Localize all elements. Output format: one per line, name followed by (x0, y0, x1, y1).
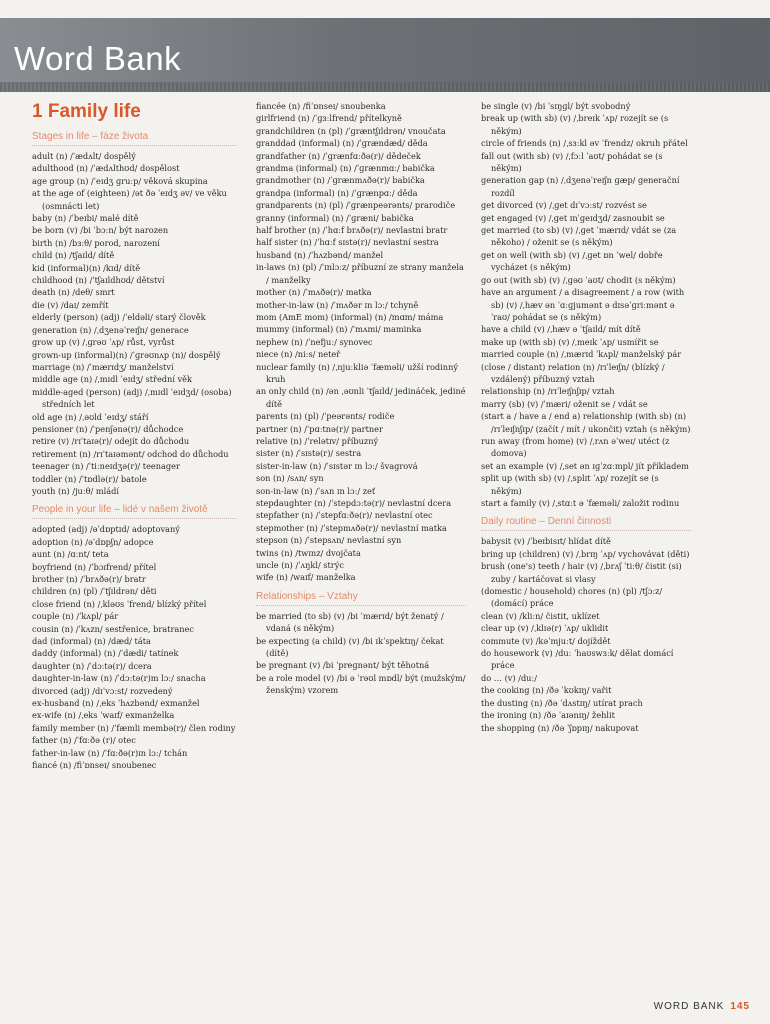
vocab-entry: kid (informal)(n) /kɪd/ dítě (32, 262, 141, 273)
vocab-entry: father (n) /ˈfɑːðə (r)/ otec (32, 735, 136, 746)
vocab-entry: grow up (v) /ˌɡrəʊ ˈʌp/ růst, vyrůst (32, 337, 175, 348)
vocab-entry: sister-in-law (n) /ˈsɪstər ɪn lɔː/ švagrová (256, 460, 418, 471)
vocab-entry: make up (with sb) (v) /ˌmeɪk ˈʌp/ usmířit se (481, 336, 659, 347)
vocab-entry: commute (v) /kəˈmjuːt/ dojíždět (481, 635, 611, 646)
vocab-entry: dad (informal) (n) /dæd/ táta (32, 636, 151, 647)
vocab-entry: aunt (n) /ɑːnt/ teta (32, 549, 109, 560)
vocab-entry: brush (one's) teeth / hair (v) /ˌbrʌʃ ˈtiːθ/ čistit (si) zuby / kartáčovat si vlasy (481, 561, 682, 584)
vocab-entry: pensioner (n) /ˈpenʃənə(r)/ důchodce (32, 423, 184, 434)
vocab-entry: age group (n) /ˈeɪdʒ ɡruːp/ věková skupina (32, 175, 208, 186)
vocab-entry: circle of friends (n) /ˌsɜːkl əv ˈfrendz/ okruh přátel (481, 138, 688, 149)
column-2 (256, 100, 466, 697)
vocab-entry: ex-wife (n) /ˌeks ˈwaɪf/ exmanželka (32, 710, 175, 721)
vocab-entry: couple (n) /ˈkʌpl/ pár (32, 611, 119, 622)
vocab-entry: retirement (n) /rɪˈtaɪəmənt/ odchod do důchodu (32, 448, 229, 459)
vocab-entry: middle age (n) /ˌmɪdl ˈeɪdʒ/ střední věk (32, 374, 192, 385)
vocab-entry: adoption (n) /əˈdɒpʃn/ adopce (32, 536, 154, 547)
vocab-entry: son (n) /sʌn/ syn (256, 473, 324, 484)
vocab-entry: fiancée (n) /fiˈɒnseɪ/ snoubenka (256, 101, 386, 111)
vocab-entry: start a family (v) /ˌstɑːt ə ˈfæməli/ založit rodinu (481, 498, 680, 508)
vocab-entry: son-in-law (n) /ˈsʌn ɪn lɔː/ zeť (256, 485, 376, 496)
vocab-entry: be single (v) /bi ˈsɪŋɡl/ být svobodný (481, 101, 631, 111)
vocab-entry: be a role model (v) /bi ə ˈrəʊl mɒdl/ být (mužským/ženským) vzorem (256, 672, 466, 696)
vocab-entry: grandchildren (n (pl) /ˈɡræntʃɪldrən/ vnoučata (256, 125, 446, 136)
vocab-entry: get engaged (v) /ˌɡet ɪnˈɡeɪdʒd/ zasnoubit se (481, 212, 665, 223)
vocab-entry: daughter-in-law (n) /ˈdɔːtə(r)m lɔː/ snacha (32, 673, 206, 684)
vocab-entry: get divorced (v) /ˌɡet dɪˈvɔːst/ rozvést se (481, 200, 647, 211)
vocab-entry: marriage (n) /ˈmærɪdʒ/ manželství (32, 361, 174, 372)
vocab-entry: uncle (n) /ˈʌŋkl/ strýc (256, 560, 344, 571)
vocab-entry: do housework (v) /duː ˈhaʊswɜːk/ dělat domácí práce (481, 648, 674, 671)
vocab-entry: get married (to sb) (v) /ˌɡet ˈmærɪd/ vdát se (za někoho) / oženit se (s někým) (481, 225, 677, 248)
vocab-entry: family member (n) /ˈfæmli membə(r)/ člen rodiny (32, 722, 236, 733)
vocab-entry: divorced (adj) /dɪˈvɔːst/ rozvedený (32, 685, 173, 696)
vocab-entry: be expecting (a child) (v) /bi ɪkˈspektɪŋ/ čekat (dítě) (256, 635, 444, 659)
column-3 (481, 100, 691, 734)
vocab-entry: baby (n) /ˈbeɪbi/ malé dítě (32, 213, 139, 224)
vocab-entry: grandma (informal) (n) /ˈɡrænmɑː/ babička (256, 163, 435, 174)
vocab-entry: half brother (n) /ˈhɑːf brʌðə(r)/ nevlastní bratr (256, 225, 448, 236)
vocab-entry: mother-in-law (n) /ˈmʌðər ɪn lɔː/ tchyně (256, 299, 419, 310)
vocab-entry: die (v) /daɪ/ zemřít (32, 299, 109, 310)
vocab-entry: half sister (n) /ˈhɑːf sɪstə(r)/ nevlastní sestra (256, 237, 439, 248)
vocab-entry: nephew (n) /ˈnefjuː/ synovec (256, 336, 373, 347)
vocab-entry: middle-aged (person) (adj) /ˌmɪdl ˈeɪdʒd/ (osoba) středních let (32, 386, 232, 410)
vocab-entry: nuclear family (n) /ˌnjuːkliə ˈfæməli/ užší rodinný kruh (256, 361, 458, 384)
vocab-entry: stepmother (n) /ˈstepmʌðə(r)/ nevlastní matka (256, 522, 447, 533)
vocab-entry: be born (v) /bi ˈbɔːn/ být narozen (32, 225, 169, 236)
vocab-entry: parents (n) (pl) /ˈpeərənts/ rodiče (256, 411, 395, 422)
vocab-entry: at the age of (eighteen) /ət ðə ˈeɪdʒ əv/ ve věku (osmnácti let) (32, 188, 227, 211)
vocab-entry: sister (n) /ˈsɪstə(r)/ sestra (256, 448, 362, 459)
vocab-entry: old age (n) /ˌəʊld ˈeɪdʒ/ stáří (32, 411, 149, 422)
vocab-entry: (start a / have a / end a) relationship (with sb) (n) /rɪˈleɪʃnʃɪp/ (začít / mít / ukončit) vztah (s někým) (481, 411, 691, 434)
vocab-entry: elderly (person) (adj) /ˈeldəli/ starý člověk (32, 312, 206, 323)
subsection-heading: People in your life – lidé v našem životě (32, 503, 237, 519)
vocab-entry: death (n) /deθ/ smrt (32, 287, 115, 298)
vocab-entry: stepfather (n) /ˈstepfɑːðə(r)/ nevlastní otec (256, 510, 433, 521)
vocab-entry: mother (n) /ˈmʌðə(r)/ matka (256, 287, 372, 298)
vocab-entry: granddad (informal) (n) /ˈɡrændæd/ děda (256, 138, 428, 149)
vocab-entry: relative (n) /ˈrelətɪv/ příbuzný (256, 435, 379, 446)
vocab-entry: be pregnant (v) /bi ˈpreɡnənt/ být těhotná (256, 660, 430, 671)
vocab-entry: retire (v) /rɪˈtaɪə(r)/ odejít do důchodu (32, 436, 190, 447)
vocab-entry: split up (with sb) (v) /ˌsplɪt ˈʌp/ rozejít se (s někým) (481, 473, 659, 496)
vocab-entry: run away (from home) (v) /ˌrʌn əˈweɪ/ utéct (z domova) (481, 435, 670, 459)
vocab-entry: adult (n) /ˈædʌlt/ dospělý (32, 151, 136, 161)
vocab-entry: husband (n) /ˈhʌzbənd/ manžel (256, 249, 384, 260)
vocab-entry: adopted (adj) /əˈdɒptɪd/ adoptovaný (32, 524, 180, 535)
vocab-entry: stepdaughter (n) /ˈstepdɔːtə(r)/ nevlastní dcera (256, 498, 452, 508)
vocab-entry: grandpa (informal) (n) /ˈɡrænpɑː/ děda (256, 187, 418, 198)
vocab-entry: stepson (n) /ˈstepsʌn/ nevlastní syn (256, 535, 402, 546)
vocab-entry: generation gap (n) /ˌdʒenəˈreɪʃn ɡæp/ generační rozdíl (481, 175, 680, 198)
vocab-entry: childhood (n) /ˈtʃaɪldhʊd/ dětství (32, 275, 165, 286)
vocab-entry: get on well (with sb) (v) /ˌɡet ɒn ˈwel/ dobře vycházet (s někým) (481, 249, 663, 273)
vocab-entry: fiancé (n) /fiˈɒnseɪ/ snoubenec (32, 760, 157, 771)
vocab-entry: have an argument / a disagreement / a row (with sb) (v) /ˌhæv ən ˈɑːɡjumənt ə dɪsəˈɡriːmənt ə ˈraʊ/ pohádat se (s někým) (481, 287, 685, 322)
vocab-entry: clean (v) /kliːn/ čistit, uklízet (481, 610, 600, 621)
vocab-entry: twins (n) /twɪnz/ dvojčata (256, 547, 361, 558)
vocab-entry: niece (n) /niːs/ neteř (256, 349, 341, 360)
vocab-entry: relationship (n) /rɪˈleɪʃnʃɪp/ vztah (481, 386, 615, 397)
vocab-entry: grandfather (n) /ˈɡrænfɑːðə(r)/ dědeček (256, 150, 421, 161)
vocab-entry: clear up (v) /ˌklɪə(r) ˈʌp/ uklidit (481, 623, 609, 634)
subsection-heading: Relationships – Vztahy (256, 590, 466, 606)
vocab-entry: (close / distant) relation (n) /rɪˈleɪʃn/ (blízký / vzdálený) příbuzný vztah (481, 361, 665, 384)
vocab-entry: girlfriend (n) /ˈɡɜːlfrend/ přítelkyně (256, 113, 402, 124)
vocab-entry: babysit (v) /ˈbeɪbisɪt/ hlídat dítě (481, 536, 611, 547)
vocab-entry: the shopping (n) /ðə ˈʃɒpɪŋ/ nakupovat (481, 722, 639, 733)
vocab-entry: break up (with sb) (v) /ˌbreɪk ˈʌp/ rozejít se (s někým) (481, 113, 669, 136)
vocab-entry: grandparents (n) (pl) /ˈɡrænpeərənts/ prarodiče (256, 200, 456, 211)
page-footer (654, 1001, 750, 1012)
vocab-entry: marry (sb) (v) /ˈmæri/ oženit se / vdát se (481, 398, 648, 409)
vocab-entry: toddler (n) /ˈtɒdlə(r)/ batole (32, 473, 147, 484)
section-title: 1 Family life (32, 101, 141, 122)
vocab-entry: do … (v) /duː/ (481, 672, 537, 683)
vocab-entry: partner (n) /ˈpɑːtnə(r)/ partner (256, 423, 383, 434)
vocab-entry: daughter (n) /ˈdɔːtə(r)/ dcera (32, 660, 152, 671)
vocab-entry: teenager (n) /ˈtiːneɪdʒə(r)/ teenager (32, 461, 180, 472)
vocab-entry: the ironing (n) /ðə ˈaɪənɪŋ/ žehlit (481, 710, 615, 721)
vocab-entry: wife (n) /waɪf/ manželka (256, 572, 356, 583)
vocab-entry: ex-husband (n) /ˌeks ˈhʌzbənd/ exmanžel (32, 698, 200, 709)
vocab-entry: granny (informal) (n) /ˈɡræni/ babička (256, 212, 414, 223)
vocab-entry: close friend (n) /ˌkləʊs ˈfrend/ blízký přítel (32, 598, 207, 609)
vocab-entry: children (n) (pl) /ˈtʃɪldrən/ děti (32, 586, 157, 597)
vocab-entry: generation (n) /ˌdʒenəˈreɪʃn/ generace (32, 324, 189, 335)
subsection-heading: Stages in life – fáze života (32, 130, 237, 146)
vocab-entry: have a child (v) /ˌhæv ə ˈtʃaɪld/ mít dítě (481, 324, 641, 335)
vocab-entry: married couple (n) /ˌmærɪd ˈkʌpl/ manželský pár (481, 349, 682, 360)
vocab-entry: set an example (v) /ˌset ən ɪɡˈzɑːmpl/ jít příkladem (481, 460, 689, 471)
vocab-entry: go out (with sb) (v) /ˌɡəʊ ˈaʊt/ chodit (s někým) (481, 274, 676, 285)
vocab-entry: father-in-law (n) /ˈfɑːðə(r)ɪn lɔː/ tchán (32, 747, 188, 758)
vocab-entry: daddy (informal) (n) /ˈdædi/ tatínek (32, 648, 179, 659)
vocab-entry: youth (n) /juːθ/ mládí (32, 485, 120, 496)
vocab-entry: the cooking (n) /ðə ˈkʊkɪŋ/ vařit (481, 685, 612, 696)
vocab-entry: fall out (with sb) (v) /ˌfɔːl ˈaʊt/ pohádat se (s někým) (481, 150, 663, 174)
vocab-entry: in-laws (n) (pl) /ˈɪnlɔːz/ příbuzní ze strany manžela / manželky (256, 262, 464, 285)
page-number: 145 (730, 1001, 750, 1012)
vocab-entry: an only child (n) /ən ˌəʊnli ˈtʃaɪld/ jedináček, jediné dítě (256, 386, 466, 409)
vocab-entry: be married (to sb) (v) /bi ˈmærɪd/ být ženatý / vdaná (s někým) (256, 610, 444, 634)
vocab-entry: adulthood (n) /ˈædʌlthʊd/ dospělost (32, 163, 180, 174)
column-1 (32, 100, 237, 772)
vocab-entry: the dusting (n) /ðə ˈdʌstɪŋ/ utírat prach (481, 697, 643, 708)
vocab-entry: cousin (n) /ˈkʌzn/ sestřenice, bratranec (32, 623, 194, 634)
vocab-entry: birth (n) /bɜːθ/ porod, narození (32, 237, 160, 248)
header-banner (0, 18, 770, 92)
vocab-entry: bring up (children) (v) /ˌbrɪŋ ˈʌp/ vychovávat (děti) (481, 548, 690, 559)
page-title: Word Bank (14, 40, 182, 77)
subsection-heading: Daily routine – Denní činnosti (481, 515, 691, 531)
vocab-entry: mummy (informal) (n) /ˈmʌmi/ maminka (256, 324, 422, 335)
vocab-entry: mom (AmE mom) (informal) (n) /mɑm/ máma (256, 311, 444, 322)
vocab-entry: grandmother (n) /ˈɡrænmʌðə(r)/ babička (256, 175, 425, 186)
vocab-entry: child (n) /tʃaɪld/ dítě (32, 250, 115, 261)
vocab-entry: boyfriend (n) /ˈbɔɪfrend/ přítel (32, 561, 157, 572)
vocab-entry: grown-up (informal)(n) /ˈɡrəʊnʌp (n)/ dospělý (32, 349, 221, 360)
vocab-entry: (domestic / household) chores (n) (pl) /tʃɔːz/ (domácí) práce (481, 586, 663, 609)
vocab-entry: brother (n) /ˈbrʌðə(r)/ bratr (32, 574, 146, 584)
footer-label: WORD BANK (653, 1001, 725, 1012)
